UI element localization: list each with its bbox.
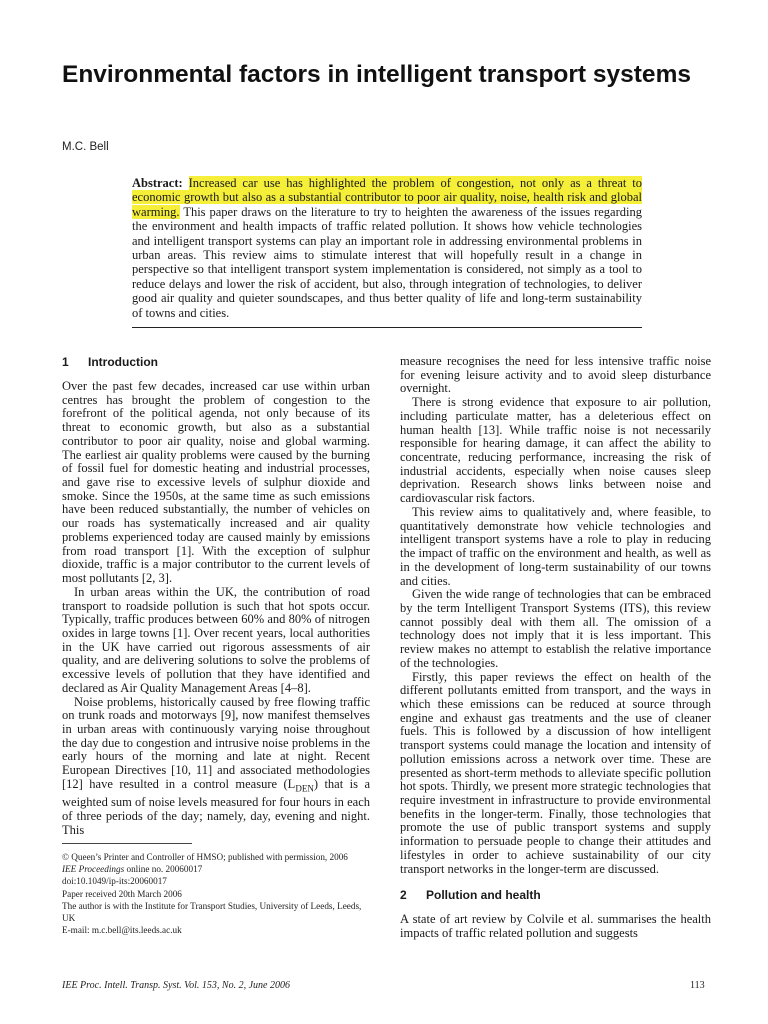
paper-title: Environmental factors in intelligent transport systems: [62, 61, 691, 88]
right-paragraph-5: Firstly, this paper reviews the effect on health of the different pollutants emitted from transport, and the ways in which these emissions can be reduced at source through engine and exhaust gas treatments and the use of cleaner fuels. This is followed by a discussion of how intelligent transport systems could manage the location and intensity of pollution emissions across a network over time. These are presented as short-term methods to alleviate specific pollution hot spots. Thirdly, we present more strategic technologies that require investment in infrastructure to provide environmental benefits in the longer-term. Finally, those technologies that promote the use of public transport systems and supply information to persuade people to change their attitudes and lifestyles in order to achieve sustainability of our city transport networks in the longer-term are discussed.: [400, 669, 711, 876]
abstract-text: This paper draws on the literature to try to heighten the awareness of the issues regarding the environment and health impacts of traffic related pollution. It shows how vehicle technologies and intelligent transport systems can play an important role in addressing environmental problems in urban areas. This review aims to stimulate interest that will hopefully result in a change in perspective so that intelligent transport system implementation is considered, not simply as a tool to reduce delays and lower the risk of accident, but also, through integration of technologies, to deliver good air quality and quieter soundscapes, and thus better quality of life and long-term sustainability of towns and cities.: [132, 204, 642, 320]
section-1-number: 1: [62, 355, 69, 369]
lden-subscript: DEN: [295, 783, 314, 794]
footnote-copyright: © Queen’s Printer and Controller of HMSO; published with permission, 2006: [62, 852, 348, 862]
footnotes: [62, 851, 370, 936]
section-2-paragraph: A state of art review by Colvile et al. summarises the health impacts of traffic related pollution and suggests: [400, 912, 711, 940]
page-number: 113: [690, 980, 705, 991]
left-column: [62, 380, 370, 837]
section-2-body: [400, 913, 711, 940]
right-paragraph-2: There is strong evidence that exposure to air pollution, including particulate matter, has a deleterious effect on human health [13]. While traffic noise is not necessarily responsible for hearing damage, it can affect the ability to concentrate, reducing performance, increasing the risk of industrial accidents, especially when noise causes sleep deprivation. Research shows links between noise and cardiovascular risk factors.: [400, 395, 711, 506]
abstract-label: Abstract:: [132, 176, 183, 190]
footnote-proceedings: [62, 863, 370, 875]
intro-paragraph-3-part-a: Noise problems, historically caused by free flowing traffic on trunk roads and motorways [9], now manifest themselves in urban areas with continuously varying noise throughout the day due to congestion and intrusive noise problems in the early hours of the morning and late at night. Recent European Directives [10, 11] and associated methodologies [12] have resulted in a control measure (L: [62, 694, 370, 791]
author-name: M.C. Bell: [62, 141, 109, 153]
section-1-heading: [62, 355, 158, 369]
footnote-proceedings-name: IEE Proceedings: [62, 864, 125, 875]
footnote-received: Paper received 20th March 2006: [62, 888, 182, 899]
right-paragraph-3: This review aims to qualitatively and, where feasible, to quantitatively demonstrate how vehicle technologies and intelligent transport systems have a role to play in reducing the impact of traffic on the environment and health, as well as in the development of long-term sustainability of our towns and cities.: [400, 504, 711, 588]
intro-paragraph-3-part-b: ) that is a weighted sum of noise levels measured for four hours in each of three periods of the day; namely, day, evening and night. This: [62, 776, 370, 837]
section-2-title: Pollution and health: [426, 888, 541, 902]
section-2-heading: [400, 888, 541, 902]
section-1-title: Introduction: [88, 355, 158, 369]
footnote-proceedings-number: online no. 20060017: [124, 864, 203, 875]
right-paragraph-1: measure recognises the need for less intensive traffic noise for evening leisure activity and to avoid sleep disturbance overnight.: [400, 354, 711, 396]
abstract: [132, 176, 642, 320]
right-column: [400, 355, 711, 876]
abstract-divider: [132, 327, 642, 328]
intro-paragraph-1: Over the past few decades, increased car use within urban centres has brought the problem of congestion to the forefront of the political agenda, not only because of its threat to economic growth, but also as a substantial contributor to poor air quality, noise and global warming. The earliest air quality problems were caused by the burning of fossil fuel for domestic heating and industrial processes, and gave rise to excessive levels of sulphur dioxide and smoke. Since the 1950s, at the same time as such emissions have been reduced substantially, the number of vehicles on our roads has systematically increased and air quality problems experienced today are caused mainly by emissions from road transport [1]. With the exception of sulphur dioxide, traffic is a major contributor to the current levels of most pollutants [2, 3].: [62, 379, 370, 586]
footnote-divider: [62, 843, 192, 844]
intro-paragraph-2: In urban areas within the UK, the contribution of road transport to roadside pollution is such that hot spots occur. Typically, traffic produces between 60% and 80% of nitrogen oxides in large towns [1]. Over recent years, local authorities in the UK have carried out rigorous assessments of air quality, and are delivering solutions to solve the problems of excessive levels of pollution that they have identified and declared as Air Quality Management Areas [4–8].: [62, 584, 370, 695]
footnote-doi: doi:10.1049/ip-its:20060017: [62, 876, 167, 887]
footnote-affiliation: The author is with the Institute for Transport Studies, University of Leeds, Leeds, UK: [62, 900, 362, 924]
journal-citation: IEE Proc. Intell. Transp. Syst. Vol. 153, No. 2, June 2006: [62, 980, 290, 991]
footnote-email: E-mail: m.c.bell@its.leeds.ac.uk: [62, 925, 182, 936]
abstract-highlighted-text: Increased car use has highlighted the problem of congestion, not only as a threat to economic growth but also as a substantial contributor to poor air quality, noise, health risk and global warming.: [132, 176, 642, 219]
section-2-number: 2: [400, 888, 407, 902]
right-paragraph-4: Given the wide range of technologies that can be embraced by the term Intelligent Transport Systems (ITS), this review cannot possibly deal with them all. The omission of a technology does not imply that it is less important. This review makes no attempt to establish the relative importance of the technologies.: [400, 587, 711, 670]
intro-paragraph-3: [62, 696, 370, 838]
